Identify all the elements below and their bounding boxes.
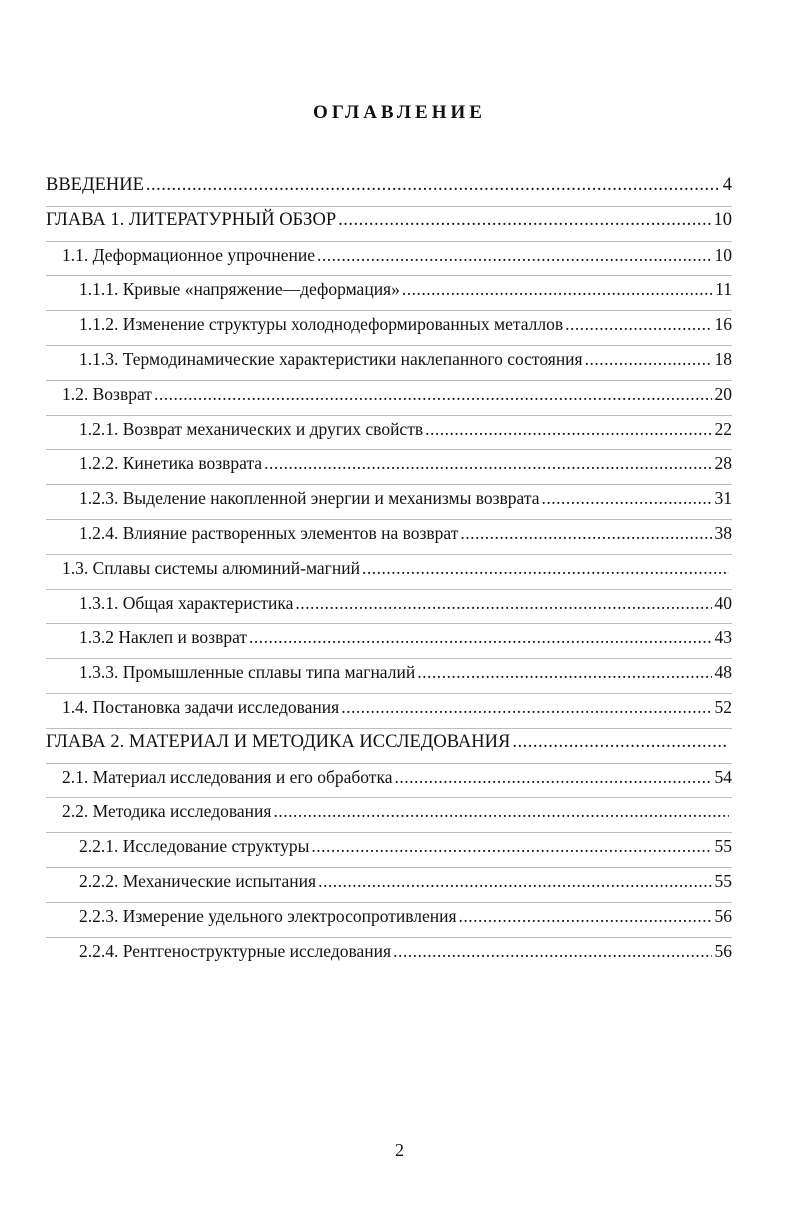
toc-entry-label: 1.2.4. Влияние растворенных элементов на возврат — [79, 523, 459, 543]
dot-leader — [318, 868, 711, 894]
toc-entry-page: 38 — [714, 523, 732, 543]
dot-leader — [512, 729, 729, 755]
toc-entry — [79, 346, 732, 372]
toc-entry-label: 1.1.1. Кривые «напряжение—деформация» — [79, 279, 400, 300]
toc-entry-page: 20 — [714, 383, 732, 404]
toc-entry — [62, 798, 732, 824]
toc-entry-label: ВВЕДЕНИЕ — [46, 175, 144, 195]
toc-entry-page: 16 — [714, 314, 732, 335]
toc-entry-label: 1.1. Деформационное упрочнение — [62, 244, 315, 265]
row-divider — [46, 797, 732, 798]
row-divider — [46, 832, 732, 833]
toc-entry-page: 11 — [715, 279, 732, 300]
toc-entry — [79, 590, 732, 616]
toc-entry — [79, 520, 732, 546]
toc-entry — [62, 381, 732, 407]
toc-entry — [79, 311, 732, 337]
row-divider — [46, 275, 732, 276]
dot-leader — [402, 276, 712, 302]
row-divider — [46, 345, 732, 346]
dot-leader — [542, 485, 712, 511]
dot-leader — [362, 555, 729, 581]
row-divider — [46, 554, 732, 555]
toc-entry-label: ГЛАВА 1. ЛИТЕРАТУРНЫЙ ОБЗОР — [46, 209, 337, 230]
row-divider — [46, 241, 732, 242]
toc-entry-label: ГЛАВА 2. МАТЕРИАЛ И МЕТОДИКА ИССЛЕДОВАНИЯ — [46, 731, 511, 752]
toc-entry — [46, 207, 732, 233]
toc-entry-page: 55 — [714, 836, 732, 857]
toc-entry-page: 54 — [714, 766, 732, 787]
dot-leader — [311, 833, 711, 859]
toc-entry — [62, 694, 732, 720]
toc-entry-page: 48 — [714, 662, 732, 683]
dot-leader — [585, 346, 712, 372]
toc-entry-page: 56 — [714, 940, 732, 961]
toc-entry — [79, 938, 732, 964]
toc-entry-label: 2.1. Материал исследования и его обработка — [62, 766, 393, 787]
dot-leader — [394, 764, 711, 790]
toc-entry-page: 43 — [714, 627, 732, 648]
dot-leader — [264, 450, 711, 476]
row-divider — [46, 937, 732, 938]
dot-leader — [249, 624, 711, 650]
toc-entry-page: 55 — [714, 871, 732, 891]
toc-entry-label: 1.3.1. Общая характеристика — [79, 592, 294, 613]
dot-leader — [393, 938, 711, 964]
toc-entry-page: 52 — [714, 697, 732, 717]
dot-leader — [295, 590, 711, 616]
toc-entry-page: 28 — [714, 453, 732, 474]
toc-entry — [46, 172, 732, 198]
dot-leader — [338, 207, 710, 233]
toc-entry-label: 1.1.3. Термодинамические характеристики наклепанного состояния — [79, 349, 583, 369]
toc-entry-label: 2.2.3. Измерение удельного электросопротивления — [79, 905, 457, 926]
dot-leader — [460, 520, 711, 546]
toc-entry-label: 1.2.2. Кинетика возврата — [79, 453, 263, 474]
toc-entry-label: 2.2.2. Механические испытания — [79, 871, 317, 891]
dot-leader — [459, 903, 712, 929]
toc-entry — [79, 659, 732, 685]
toc-entry — [79, 903, 732, 929]
toc-entry — [79, 833, 732, 859]
toc-entry — [79, 624, 732, 650]
toc-entry-label: 1.3. Сплавы системы алюминий-магний — [62, 557, 360, 578]
toc-entry-page: 56 — [714, 905, 732, 926]
row-divider — [46, 589, 732, 590]
dot-leader — [317, 242, 712, 268]
row-divider — [46, 658, 732, 659]
toc-entry — [62, 555, 732, 581]
toc-entry-label: 1.1.2. Изменение структуры холоднодеформированных металлов — [79, 314, 564, 335]
dot-leader — [425, 416, 711, 442]
row-divider — [46, 623, 732, 624]
toc-entry — [79, 868, 732, 894]
dot-leader — [417, 659, 711, 685]
toc-entry-page: 18 — [714, 349, 732, 369]
toc-entry — [79, 450, 732, 476]
row-divider — [46, 449, 732, 450]
row-divider — [46, 902, 732, 903]
toc-entry-label: 2.2. Методика исследования — [62, 801, 272, 822]
toc-entry — [46, 729, 732, 755]
toc-entry — [79, 416, 732, 442]
toc-entry-label: 1.2. Возврат — [62, 383, 152, 404]
toc-entry-label: 1.2.3. Выделение накопленной энергии и механизмы возврата — [79, 488, 540, 509]
toc-entry-label: 1.3.2 Наклеп и возврат — [79, 627, 248, 648]
row-divider — [46, 693, 732, 694]
toc-entry-label: 1.3.3. Промышленные сплавы типа магналий — [79, 662, 416, 683]
toc-entry-page: 22 — [714, 418, 732, 439]
page-title: ОГЛАВЛЕНИЕ — [313, 102, 486, 123]
row-divider — [46, 728, 732, 729]
dot-leader — [146, 172, 720, 198]
row-divider — [46, 415, 732, 416]
dot-leader — [273, 798, 729, 824]
toc-entry-label: 2.2.1. Исследование структуры — [79, 836, 310, 857]
toc-entry-page: 31 — [714, 488, 732, 509]
toc-entry — [62, 764, 732, 790]
dot-leader — [154, 381, 712, 407]
toc-entry-label: 1.4. Постановка задачи исследования — [62, 697, 340, 717]
toc-entry — [62, 242, 732, 268]
toc-entry-page: 4 — [722, 175, 732, 195]
row-divider — [46, 484, 732, 485]
row-divider — [46, 519, 732, 520]
toc-entry-label: 2.2.4. Рентгеноструктурные исследования — [79, 940, 392, 961]
row-divider — [46, 206, 732, 207]
toc-entry-page: 40 — [714, 592, 732, 613]
row-divider — [46, 310, 732, 311]
toc-entry-page: 10 — [714, 244, 732, 265]
toc-entry-label: 1.2.1. Возврат механических и других свойств — [79, 418, 424, 439]
row-divider — [46, 763, 732, 764]
page-number: 2 — [395, 1140, 404, 1160]
row-divider — [46, 867, 732, 868]
dot-leader — [341, 694, 711, 720]
dot-leader — [565, 311, 711, 337]
row-divider — [46, 380, 732, 381]
toc-entry — [79, 485, 732, 511]
toc-entry — [79, 276, 732, 302]
toc-entry-page: 10 — [713, 209, 732, 230]
